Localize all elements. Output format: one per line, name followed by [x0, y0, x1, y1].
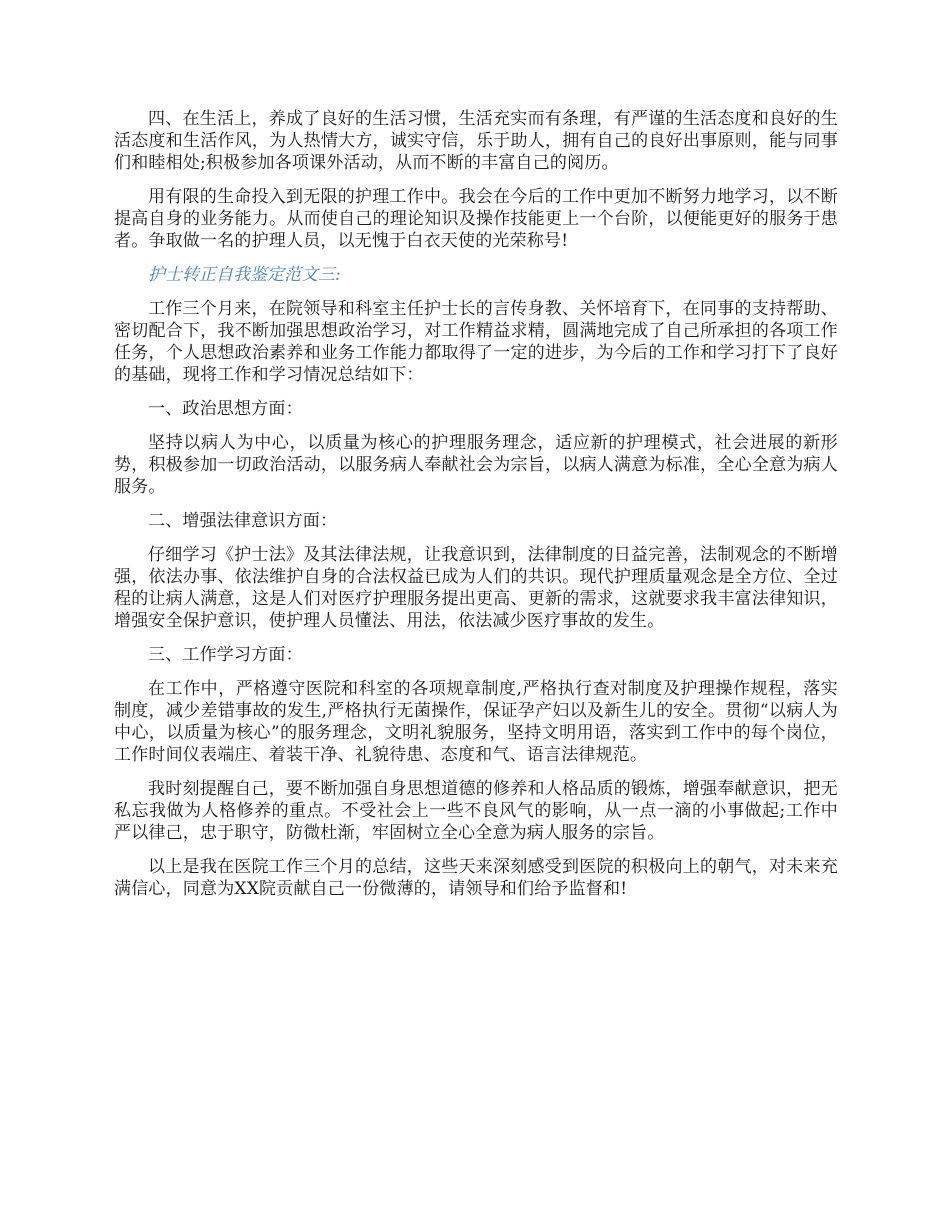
paragraph-intro: 工作三个月来，在院领导和科室主任护士长的言传身教、关怀培育下，在同事的支持帮助、密切配合下，我不断加强思想政治学习，对工作精益求精，圆满地完成了自己所承担的各项工作任务，个人思想政治素养和业务工作能力都取得了一定的进步，为今后的工作和学习打下了良好的基础，现将工作和学习情况总结如下：	[114, 299, 838, 385]
document-page	[114, 108, 838, 912]
paragraph-conclusion: 以上是我在医院工作三个月的总结，这些天来深刻感受到医院的积极向上的朝气，对未来充满信心，同意为XX院贡献自己一份微薄的，请领导和们给予监督和!	[114, 857, 838, 899]
paragraph-political-thought: 坚持以病人为中心，以质量为核心的护理服务理念，适应新的护理模式，社会进展的新形势，积极参加一切政治活动，以服务病人奉献社会为宗旨，以病人满意为标准，全心全意为病人服务。	[114, 433, 838, 497]
paragraph-legal-awareness: 仔细学习《护士法》及其法律法规，让我意识到，法律制度的日益完善，法制观念的不断增强，依法办事、依法维护自身的合法权益已成为人们的共识。现代护理质量观念是全方位、全过程的让病人满意，这是人们对医疗护理服务提出更高、更新的需求，这就要求我丰富法律知识，增强安全保护意识，使护理人员懂法、用法，依法减少医疗事故的发生。	[114, 545, 838, 631]
paragraph-work-rules: 在工作中，严格遵守医院和科室的各项规章制度,严格执行查对制度及护理操作规程，落实制度，减少差错事故的发生,严格执行无菌操作，保证孕产妇以及新生儿的安全。贯彻“以病人为中心，以质量为核心”的服务理念，文明礼貌服务，坚持文明用语，落实到工作中的每个岗位，工作时间仪表端庄、着装干净、礼貌待患、态度和气、语言法律规范。	[114, 679, 838, 765]
heading-legal-awareness: 二、增强法律意识方面：	[148, 511, 338, 531]
paragraph-nursing-commitment: 用有限的生命投入到无限的护理工作中。我会在今后的工作中更加不断努力地学习，以不断提高自身的业务能力。从而使自己的理论知识及操作技能更上一个台阶，以便能更好的服务于患者。争取做一名的护理人员，以无愧于白衣天使的光荣称号!	[114, 187, 838, 251]
heading-work-study: 三、工作学习方面：	[148, 645, 303, 665]
paragraph-self-discipline: 我时刻提醒自己，要不断加强自身思想道德的修养和人格品质的锻炼，增强奉献意识，把无私忘我做为人格修养的重点。不受社会上一些不良风气的影响，从一点一滴的小事做起;工作中严以律己，忠于职守，防微杜渐，牢固树立全心全意为病人服务的宗旨。	[114, 779, 838, 843]
paragraph-life-habits: 四、在生活上，养成了良好的生活习惯，生活充实而有条理，有严谨的生活态度和良好的生活态度和生活作风，为人热情大方，诚实守信，乐于助人，拥有自己的良好出事原则，能与同事们和睦相处;积极参加各项课外活动，从而不断的丰富自己的阅历。	[114, 109, 838, 173]
heading-political-thought: 一、政治思想方面：	[148, 399, 303, 419]
section-title: 护士转正自我鉴定范文三:	[148, 265, 341, 285]
